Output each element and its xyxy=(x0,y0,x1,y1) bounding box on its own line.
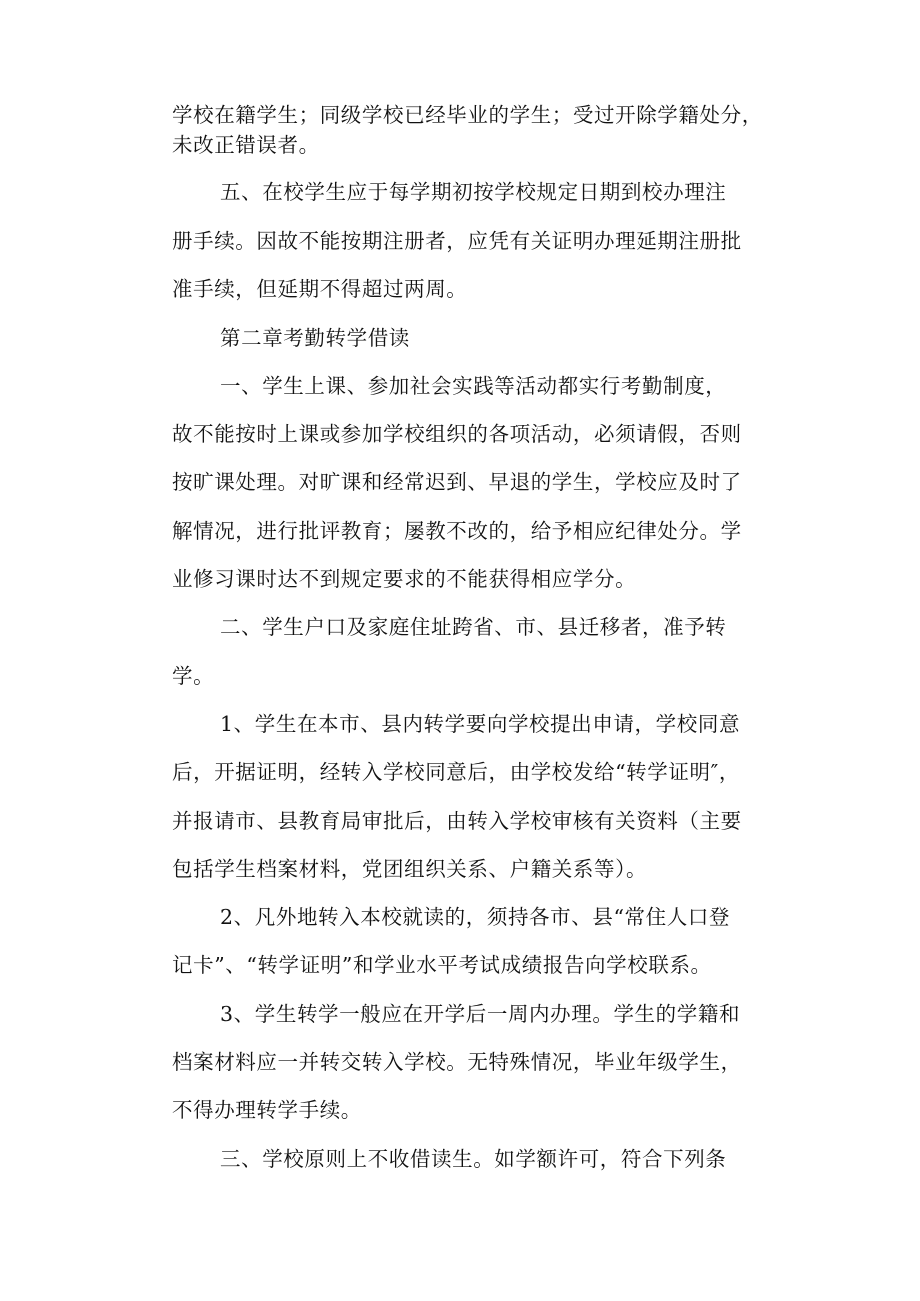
text-line: 准手续，但延期不得超过两周。 xyxy=(172,277,468,301)
text-line: 记卡”、“转学证明”和学业水平考试成绩报告向学校联系。 xyxy=(172,953,712,977)
text-line: 三、学校原则上不收借读生。如学额许可，符合下列条 xyxy=(220,1147,727,1171)
text-line: 后，开据证明，经转入学校同意后，由学校发给“转学证明″， xyxy=(172,760,740,784)
text-line: 1、学生在本市、县内转学要向学校提出申请，学校同意 xyxy=(220,712,741,736)
text-line: 业修习课时达不到规定要求的不能获得相应学分。 xyxy=(172,567,637,591)
text-line: 学。 xyxy=(172,664,215,688)
text-line: 未改正错误者。 xyxy=(172,133,320,157)
chapter-title: 第二章考勤转学借读 xyxy=(220,326,410,350)
text-line: 故不能按时上课或参加学校组织的各项活动，必须请假，否则 xyxy=(172,422,742,446)
text-line: 3、学生转学一般应在开学后一周内办理。学生的学籍和 xyxy=(220,1002,741,1026)
text-line: 并报请市、县教育局审批后，由转入学校审核有关资料（主要 xyxy=(172,809,742,833)
text-line: 学校在籍学生；同级学校已经毕业的学生；受过开除学籍处分， xyxy=(172,103,763,127)
text-line: 二、学生户口及家庭住址跨省、市、县迁移者，准予转 xyxy=(220,615,727,639)
text-line: 五、在校学生应于每学期初按学校规定日期到校办理注 xyxy=(220,180,727,204)
text-line: 包括学生档案材料，党团组织关系、户籍关系等）。 xyxy=(172,857,648,881)
text-line: 档案材料应一并转交转入学校。无特殊情况，毕业年级学生， xyxy=(172,1050,742,1074)
text-line: 按旷课处理。对旷课和经常迟到、早退的学生，学校应及时了 xyxy=(172,470,742,494)
text-line: 2、凡外地转入本校就读的，须持各市、县“常住人口登 xyxy=(220,905,731,929)
text-line: 一、学生上课、参加社会实践等活动都实行考勤制度， xyxy=(220,374,727,398)
text-line: 解情况，进行批评教育；屡教不改的，给予相应纪律处分。学 xyxy=(172,519,742,543)
text-line: 册手续。因故不能按期注册者，应凭有关证明办理延期注册批 xyxy=(172,229,742,253)
text-line: 不得办理转学手续。 xyxy=(172,1098,362,1122)
